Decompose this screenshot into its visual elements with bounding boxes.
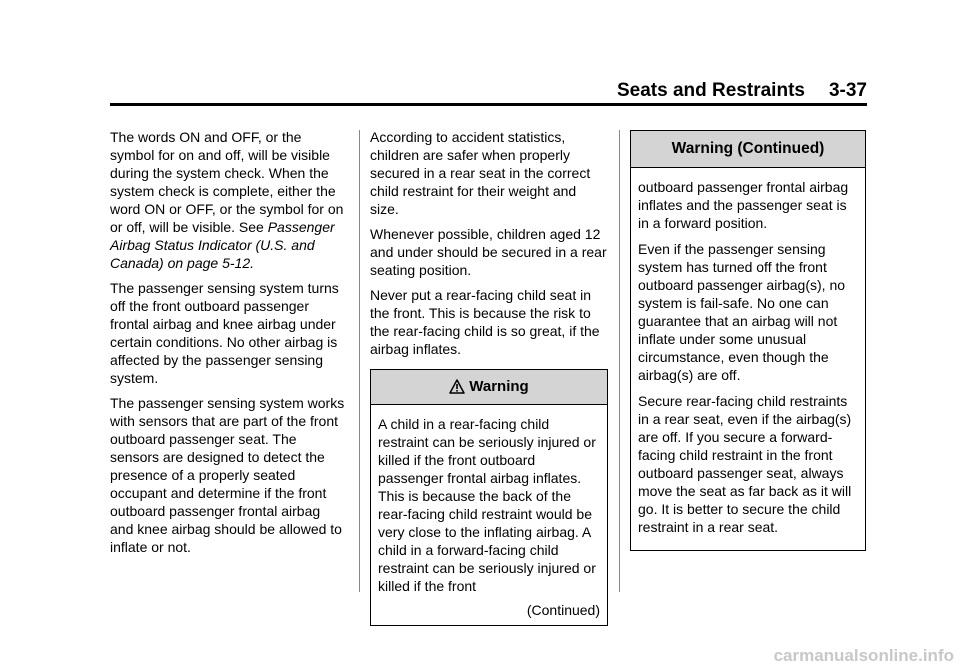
warning-continued-p3: Secure rear-facing child restraints in a rear seat, even if the airbag(s) are off. If you secure a forward-facing child restraint in the front outboard passenger seat, always move the seat as far back as it will go. It is better to secure the child restraint in a rear seat. — [638, 393, 852, 535]
warning-continued-body — [631, 168, 865, 550]
warning-header — [371, 370, 607, 405]
column-1 — [110, 128, 346, 563]
continued-label: (Continued) — [526, 602, 600, 618]
warning-box — [370, 369, 608, 626]
paragraph-sensing-turns-off: The passenger sensing system turns off the front outboard passenger frontal airbag and knee airbag under certain conditions. No other airbag is affected by the passenger sensing system. — [110, 280, 339, 386]
warning-continued-header: Warning (Continued) — [631, 131, 865, 168]
column-2 — [370, 128, 608, 626]
watermark: carmanualsonline.info — [773, 646, 954, 665]
warning-body — [371, 405, 607, 625]
paragraph-sensing-sensors: The passenger sensing system works with sensors that are part of the front outboard passenger seat. The sensors are designed to detect the presence of a properly seated occupant and determine if the front outboard passenger frontal airbag and knee airbag should be allowed to inflate or not. — [110, 395, 345, 555]
column-divider — [619, 130, 620, 592]
warning-title: Warning — [469, 378, 529, 395]
warning-continued-p1: outboard passenger frontal airbag inflates and the passenger seat is in a forward position. — [638, 179, 849, 231]
page-header — [110, 80, 867, 104]
column-3 — [630, 128, 866, 551]
header-rule — [110, 103, 867, 106]
paragraph-status-check: The words ON and OFF, or the symbol for on and off, will be visible during the system check. When the system check is complete, either the word ON or OFF, or the symbol for on or off, will be visible. See Passenger Airbag Status Indicator (U.S. and Canada) on page 5‑12. — [110, 129, 344, 271]
paragraph-accident-statistics: According to accident statistics, children are safer when properly secured in a rear seat in the correct child restraint for their weight and size. — [370, 129, 591, 217]
warning-continued-box — [630, 130, 866, 551]
section-title: Seats and Restraints — [617, 80, 805, 101]
cross-reference-link[interactable]: Passenger Airbag Status Indicator (U.S. and Canada) on page 5‑12. — [110, 219, 335, 271]
paragraph-never-rear-facing: Never put a rear-facing child seat in the front. This is because the risk to the rear-facing child is so great, if the airbag inflates. — [370, 287, 600, 357]
page-number: 3-37 — [828, 80, 867, 101]
warning-triangle-icon — [449, 373, 465, 407]
column-divider — [359, 130, 360, 592]
warning-text: A child in a rear-facing child restraint can be seriously injured or killed if the front outboard passenger frontal airbag inflates. This is because the back of the rear-facing child restraint would be very close to the inflating airbag. A child in a forward-facing child restraint can be seriously injured or killed if the front — [378, 416, 596, 594]
paragraph-children-aged: Whenever possible, children aged 12 and under should be secured in a rear seating position. — [370, 226, 607, 278]
warning-continued-p2: Even if the passenger sensing system has turned off the front outboard passenger airbag(s), no system is fail-safe. No one can guarantee that an airbag will not inflate under some unusual circumstance, even though the airbag(s) are off. — [638, 241, 846, 383]
